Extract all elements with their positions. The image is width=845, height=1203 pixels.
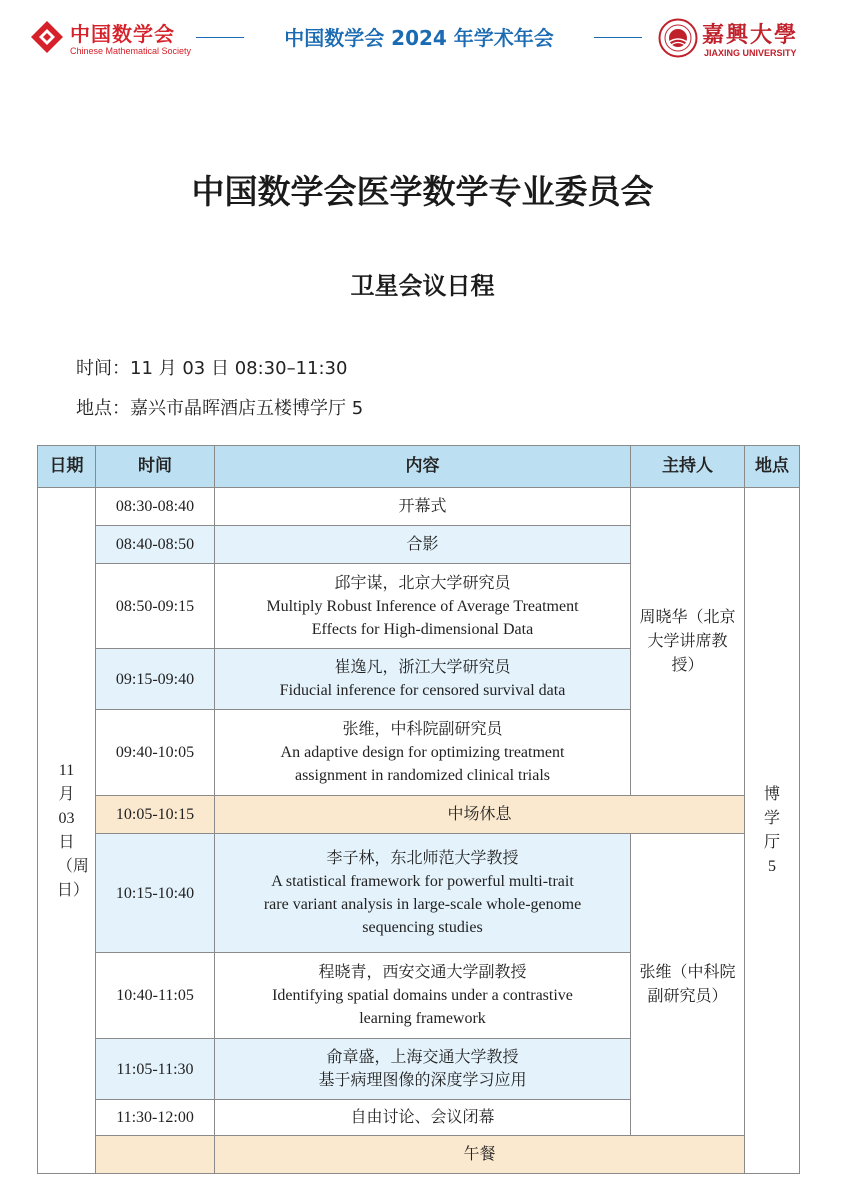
header-host: 主持人	[631, 446, 745, 488]
time-cell: 10:15-10:40	[96, 834, 215, 953]
host-name: 周晓华（北京大学讲席教授）	[639, 608, 736, 674]
content-cell	[215, 796, 745, 834]
page-subtitle: 卫星会议日程	[350, 272, 495, 300]
banner-rule-left	[196, 37, 244, 38]
content-cell	[215, 710, 631, 796]
venue-text: 博学厅5	[763, 785, 780, 875]
time-cell: 08:30-08:40	[96, 488, 215, 526]
content-line: 自由讨论、会议闭幕	[350, 1109, 495, 1126]
content-line: A statistical framework for powerful multi-trait	[271, 873, 574, 890]
header-venue: 地点	[745, 446, 800, 488]
content-cell	[215, 564, 631, 649]
content-line: rare variant analysis in large-scale whole-genome	[263, 896, 582, 913]
content-line: 开幕式	[398, 498, 447, 515]
content-line: 张维，中科院副研究员	[342, 721, 503, 738]
cms-logo	[30, 14, 192, 62]
cms-diamond-icon	[30, 20, 64, 54]
content-cell	[215, 488, 631, 526]
header-content: 内容	[215, 446, 631, 488]
time-cell: 08:50-09:15	[96, 564, 215, 649]
table-header-row	[38, 446, 800, 488]
host-cell	[631, 834, 745, 1136]
content-line: 程晓青，西安交通大学副教授	[318, 964, 527, 981]
time-cell: 11:05-11:30	[96, 1039, 215, 1100]
time-cell	[96, 1136, 215, 1174]
content-line: Fiducial inference for censored survival data	[279, 682, 566, 699]
meeting-time: 时间：11 月 03 日 08:30–11:30	[76, 358, 348, 379]
date-cell	[38, 488, 96, 1174]
cms-name-en: Chinese Mathematical Society	[70, 46, 192, 56]
content-cell	[215, 649, 631, 710]
content-line: learning framework	[359, 1010, 486, 1027]
header-time: 时间	[96, 446, 215, 488]
table-row	[38, 834, 800, 953]
content-cell	[215, 953, 631, 1039]
table-row	[38, 796, 800, 834]
content-line: 基于病理图像的深度学习应用	[318, 1072, 527, 1089]
host-name: 张维（中科院副研究员）	[639, 963, 736, 1005]
content-line: Multiply Robust Inference of Average Treatment	[266, 597, 579, 615]
page-title: 中国数学会医学数学专业委员会	[191, 172, 654, 211]
time-cell: 09:40-10:05	[96, 710, 215, 796]
time-cell: 10:40-11:05	[96, 953, 215, 1039]
content-line: 午餐	[463, 1146, 496, 1163]
venue-cell	[745, 488, 800, 1174]
time-cell: 10:05-10:15	[96, 796, 215, 834]
header-date: 日期	[38, 446, 96, 488]
university-name-en: JIAXING UNIVERSITY	[704, 48, 797, 58]
content-line: 崔逸凡，浙江大学研究员	[334, 659, 511, 676]
date-text: 11月03日（周日）	[56, 761, 89, 899]
time-cell: 08:40-08:50	[96, 526, 215, 564]
content-line: 俞章盛，上海交通大学教授	[326, 1049, 519, 1066]
table-row	[38, 1136, 800, 1174]
content-line: 邱宇谋，北京大学研究员	[334, 574, 511, 592]
schedule-table	[37, 445, 800, 1174]
content-line: sequencing studies	[362, 919, 483, 936]
conference-banner	[196, 22, 642, 52]
page-header	[0, 0, 845, 78]
content-cell	[215, 526, 631, 564]
time-cell: 11:30-12:00	[96, 1100, 215, 1136]
content-line: assignment in randomized clinical trials	[294, 767, 551, 784]
university-seal-icon	[658, 18, 698, 58]
content-cell	[215, 834, 631, 953]
content-cell	[215, 1039, 631, 1100]
banner-rule-right	[594, 37, 642, 38]
university-name-cn: 嘉興大學	[702, 22, 799, 48]
time-cell: 09:15-09:40	[96, 649, 215, 710]
cms-name-cn: 中国数学会	[70, 22, 175, 46]
host-cell	[631, 488, 745, 796]
content-line: Effects for High-dimensional Data	[311, 620, 534, 638]
table-row	[38, 488, 800, 526]
content-line: 李子林，东北师范大学教授	[326, 850, 519, 867]
content-line: An adaptive design for optimizing treatment	[280, 744, 565, 761]
content-line: Identifying spatial domains under a contrastive	[272, 987, 573, 1004]
jiaxing-university-logo	[656, 14, 816, 62]
content-cell	[215, 1100, 631, 1136]
content-cell	[215, 1136, 745, 1174]
banner-text: 中国数学会 2024 年学术年会	[284, 26, 554, 50]
content-line: 合影	[406, 536, 439, 553]
meeting-place: 地点：嘉兴市晶晖酒店五楼博学厅 5	[76, 398, 364, 419]
content-line: 中场休息	[447, 806, 512, 823]
